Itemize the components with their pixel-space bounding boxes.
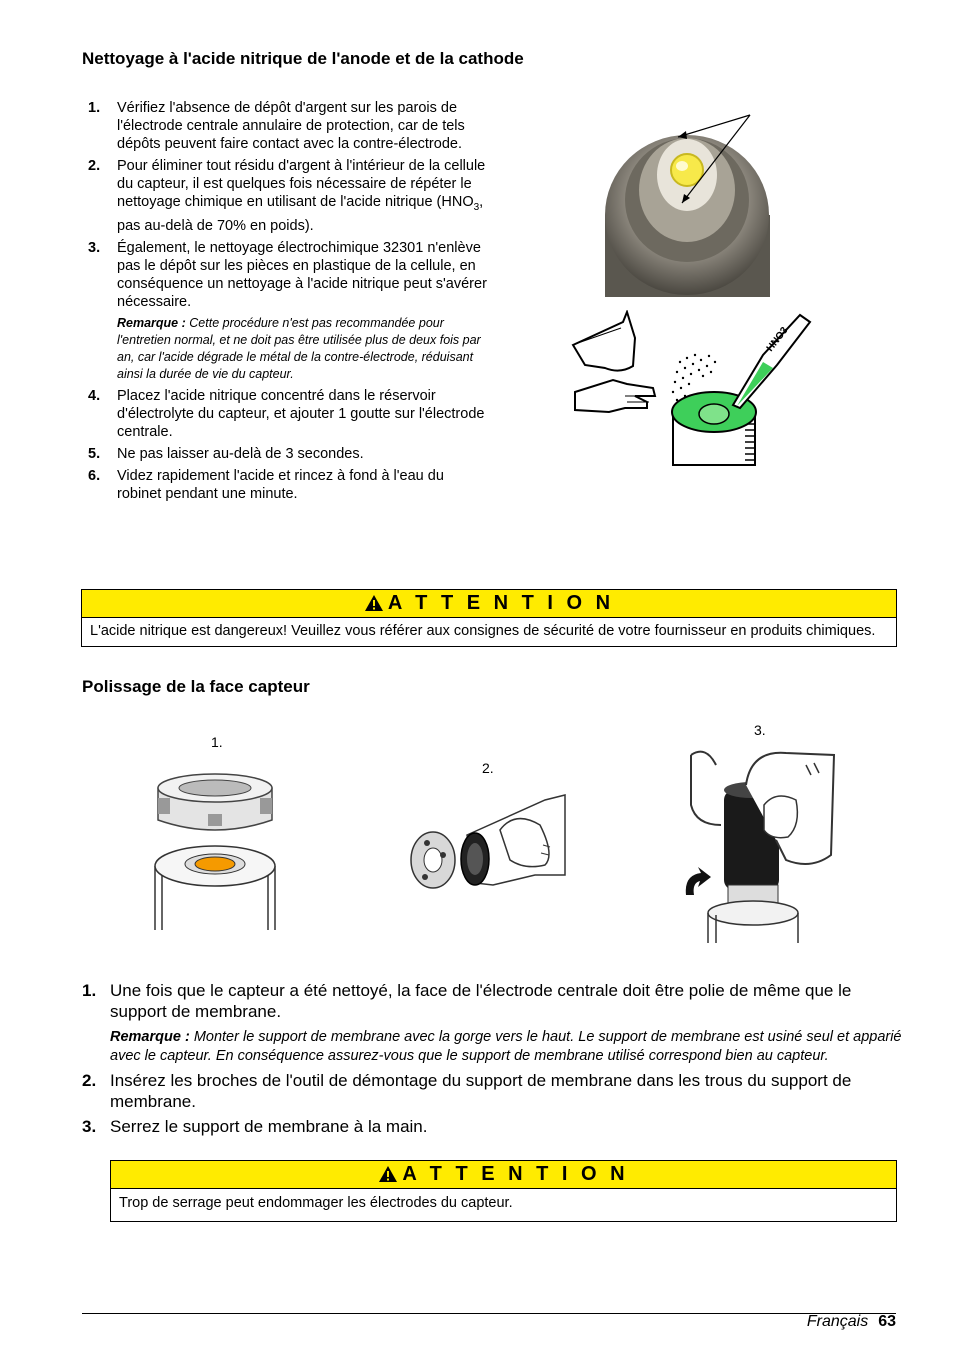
warning-title: A T T E N T I O N — [402, 1163, 629, 1185]
step-number: 2. — [82, 1071, 97, 1090]
list-item — [88, 99, 488, 153]
warning-text: L'acide nitrique est dangereux! Veuillez vous référer aux consignes de sécurité de votre fournisseur en produits chimiques. — [90, 623, 876, 639]
warning-triangle-icon — [378, 1165, 398, 1183]
list-item — [88, 467, 488, 503]
step-number: 2. — [88, 158, 101, 174]
warning-triangle-icon — [364, 594, 384, 612]
note — [88, 315, 488, 383]
note — [82, 1028, 902, 1066]
step-number: 3. — [88, 239, 101, 256]
note-label: Remarque : — [110, 1029, 190, 1045]
acid-safety-illustration — [565, 310, 815, 470]
step-text — [117, 158, 485, 234]
step-text: Vérifiez l'absence de dépôt d'argent sur les parois de l'électrode centrale annulaire de protection, car de tels dépôts peuvent faire contact avec la contre-électrode. — [117, 100, 465, 152]
step-text: Serrez le support de membrane à la main. — [110, 1117, 428, 1136]
list-item — [82, 1070, 902, 1112]
hand-tighten-figure — [676, 745, 836, 945]
step-text-part: , pas au-delà de 70% en poids). — [117, 194, 484, 234]
list-item — [82, 980, 902, 1022]
step-number: 5. — [88, 445, 101, 462]
section-title-nitric-cleaning: Nettoyage à l'acide nitrique de l'anode et de la cathode — [82, 49, 524, 68]
sensor-top-photo — [600, 95, 790, 300]
warning-header — [111, 1161, 896, 1189]
step-text: Placez l'acide nitrique concentré dans le réservoir d'électrolyte du capteur, et ajouter 1 goutte sur l'électrode centrale. — [117, 387, 485, 440]
step-text: Insérez les broches de l'outil de démontage du support de membrane dans les trous du support de membrane. — [110, 1071, 852, 1111]
hno3-label: HNO3 — [764, 325, 791, 354]
note-label: Remarque : — [117, 315, 186, 330]
figure-label-3: 3. — [754, 722, 766, 738]
step-number: 6. — [88, 467, 101, 484]
list-item — [88, 445, 488, 463]
subscript: 3 — [473, 201, 480, 213]
page-footer — [807, 1312, 896, 1332]
warning-text: Trop de serrage peut endommager les électrodes du capteur. — [119, 1195, 513, 1211]
removal-tool-figure — [405, 785, 570, 910]
list-item — [88, 157, 488, 235]
step-number: 4. — [88, 387, 101, 404]
list-item — [82, 1116, 902, 1137]
step-text-part: Pour éliminer tout résidu d'argent à l'intérieur de la cellule du capteur, il est quelques fois nécessaire de répéter le nettoyage chimique en utilisant de l'acide nitrique (HNO — [117, 158, 486, 210]
note-text: Monter le support de membrane avec la gorge vers le haut. Le support de membrane est usiné seul et apparié avec le capteur. En conséquence assurez-vous que le support de membrane utilisé correspond bien au capteur. — [110, 1029, 902, 1064]
warning-title: A T T E N T I O N — [387, 592, 615, 614]
note-text: Cette procédure n'est pas recommandée pour l'entretien normal, et ne doit pas être utilisée plus de deux fois par an, car l'acide dégrade le métal de la contre-électrode, réduisant ainsi la durée de vie du capteur. — [117, 315, 481, 381]
step-text: Ne pas laisser au-delà de 3 secondes. — [117, 445, 364, 462]
warning-box-nitric-acid — [81, 589, 897, 647]
step-text: Également, le nettoyage électrochimique 32301 n'enlève pas le dépôt sur les pièces en plastique de la cellule, en conséquence un nettoyage à l'acide nitrique peut s'avérer nécessaire. — [117, 239, 487, 310]
step-text: Une fois que le capteur a été nettoyé, la face de l'électrode centrale doit être polie de même que le support de membrane. — [110, 981, 852, 1021]
membrane-holder-figure — [150, 758, 280, 933]
warning-header — [82, 590, 896, 618]
step-number: 1. — [82, 981, 97, 1000]
warning-box-overtightening — [110, 1160, 897, 1222]
footer-divider — [82, 1313, 896, 1314]
step-number: 3. — [82, 1117, 97, 1136]
step-text: Videz rapidement l'acide et rincez à fond à l'eau du robinet pendant une minute. — [117, 467, 444, 502]
list-item — [88, 387, 488, 441]
footer-language: Français — [806, 1313, 869, 1330]
figure-label-2: 2. — [482, 760, 494, 776]
step-number: 1. — [88, 100, 101, 116]
page-number: 63 — [878, 1313, 896, 1330]
polishing-steps — [82, 980, 902, 1141]
section-title-polishing: Polissage de la face capteur — [82, 677, 310, 696]
nitric-cleaning-steps — [88, 99, 488, 507]
figure-label-1: 1. — [211, 734, 223, 750]
list-item — [88, 239, 488, 311]
